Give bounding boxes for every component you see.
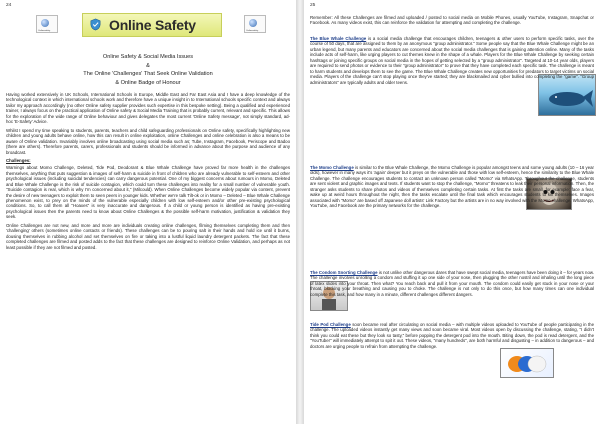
shield-icon	[89, 18, 102, 31]
logo-right-text: Onlinesafety	[246, 30, 259, 32]
page-number: 24	[6, 3, 12, 8]
globe-icon	[41, 19, 49, 27]
blue-whale-heading: The Blue Whale Challenge	[310, 36, 367, 41]
challenges-heading: Challenges:	[6, 158, 31, 164]
intro-paragraph: Having worked extensively in UK Schools, International Schools in Europe, Middle East and Far East Asia and I have a deep knowledge of the technological context in which international schools work and therefore have a unique insight in to International schools specific context and always tailor my approach accordingly (no other Online safety supplier provides such expertise in this bespoke setting). Being a qualified and experienced trainer, I always focus on the practical application of Online safety & Social Media Training that is probably current, relevant and specific. This allows for the exploration of the wide range of Online behaviour and gives delegates the most current 'Online Safety message', not simply standard, ad-hoc 'E-Safety' Advice.	[6, 92, 290, 125]
tide-pod-section	[310, 322, 594, 349]
globe-icon	[249, 19, 257, 27]
page-gutter	[296, 0, 304, 424]
left-body	[6, 92, 290, 253]
tide-pod-text: soon became real after circulating on social media – with multiple videos uploaded to YouTube of people participating in the challenge. The uploaded videos instantly get many views and soon became viral. Most videos open by discussing the challenge, stating, "I didn't think you could eat these but they look so tasty," before popping the detergent pod into the mouth. Biting down, the pod is read detergent, and the "YouTuber" will immediately attempt to spit it out. These videos, "many hundreds", are both harmful and disgusting – in addition to dangerous – and doctors are urging people to refrain from attempting the challenge.	[310, 322, 594, 349]
momo-text: is similar to the Blue Whale Challenge, the Momo Challenge is popular amongst teens and some young adults (10 – 16 year olds), however in many ways it's 'again' deeper but it preys on the vulnerable and those with low self-esteem, hence the similarity to the Blue Whale Challenge. The challenge encourages students to contact an unknown person called "Momo" via WhatsApp. Throughout the challenge, students are sent violent and graphic images and texts. If students want to stop the challenge, "Momo" threatens to leak their personal information. Then, the stranger asks students to share photos and videos of themselves completing certain tasks. At first the tasks are small, for example; face a fear, wake up at weird hours throughout the night, then the tasks escalate until the final task which encourages students to kill themselves. Images associated with "Momo" are based off Japanese doll artists' Link Factory but the artists are in no way involved with the Momo challenge. WhatsApp, YouTube, and Facebook are the primary networks for the challenge.	[310, 165, 594, 209]
tide-pod-heading: Tide Pod Challenge	[310, 322, 351, 327]
intro-paragraph: Remember: All these Challenges are filmed and uploaded / posted to social media on Mobile Phones, usually YouTube, Instagram, Snapchat or Facebook. As many videos exist, this can reinforce the validation for attempting and completing the challenge.	[310, 15, 594, 26]
momo-section	[310, 165, 594, 209]
challenges-paragraph: Warnings about Momo Challenge, Deleted, Tide Pod, Deodorant & Blue Whale Challenge have proved far more health in the challenges themselves, anything that puts suggestion & images of self-harm & suicide in front of children who are already vulnerable to self-esteem and other psychological issues (including suicidal tendencies) can carry dangerous potential. One of my biggest concerns about rumours in Momo, Deleted and Blue Whale Challenge is the risk of suicide contagion, which could turn these challenges into reality for a small number of vulnerable youth. "Suicide contagion is real, which is why I'm concerned about it," (Milcould). When Online Challenges become widely popular via content, prevent the desire of new teenagers to exploit them to seen peers in younger kids. Whether we're talk Tilt-ok or in Momo – Deleted – Blue Whale Challenge phenomenon exist, to prey on the minds of the vulnerable especially children with low self-esteem and/or other pre-existing psychological conditions. So, to call them all "Hoaxes" is very inaccurate and dangerous. If a child or young person is identified as having pre-existing psychological issues then the parents need to know about Online Challenges & the possible self-harm motivation, justification & validation they seek.	[6, 165, 290, 220]
right-intro	[310, 15, 594, 26]
tide-pod-image	[500, 348, 554, 378]
condom-text: is not unlike other dangerous dares that have swept social media, teenagers have been doing it – for years now. The challenge involves unrolling a condom and stuffing it up one side of your nose, then plugging the other nostril and inhaling until the long piece of latex slides into your throat. Then what? You reach back and pull it from your mouth. The condom could easily get stuck in your nose or your throat, blocking your breathing and causing you to choke. The challenge is not only to do this once, but how many times can one individual complete this task, and how many in a minute, different challenges different dangers.	[310, 270, 594, 297]
logo-left-text: Onlinesafety	[38, 30, 51, 32]
left-page	[0, 0, 296, 424]
title-line: Online Safety & Social Media Issues	[102, 54, 194, 60]
closing-paragraph: Online Challenges are not new, and more and more are individuals creating online challenges, filming themselves completing them and then 'challenging' others (sometimes online contacts or friends). These challenges can be to pouring salt in their hands and hold ice until it burns, dousing themselves in rubbing alcohol and set themselves on fire or taking into a lustful liquid laundry detergent packets. The fact that these completed challenges are filmed and posted adds to the fact that these challenges are designed to reinforce Online Validation, and perhaps as not least possible if they are not filmed and posted.	[6, 223, 290, 250]
right-page	[304, 0, 600, 424]
title-line: & Online Badge of Honour	[115, 79, 181, 86]
online-safety-banner	[82, 13, 222, 37]
blue-whale-section	[310, 36, 594, 85]
page-header	[36, 15, 266, 37]
page-titles	[10, 53, 286, 87]
logo-right	[244, 15, 266, 33]
title-line: &	[146, 62, 150, 69]
intro-paragraph-2: Whilst I spend my time speaking to students, parents, teachers and child safeguarding professionals on Online safety, specifically highlighting new children and young adults behave online, how this can result in online exploitation, online Challenges and online celebration is also a means to be aware of Online validation. Invariably involves online broadcasting using social media such as; Tube, Instagram, Facebook, Periscope and Badoo (there are others). Therefore parents, carers, professionals and students should be informed in advance about the purpose and audience of any broadcast.	[6, 127, 290, 155]
banner-title: Online Safety	[109, 17, 196, 33]
title-line: The Online 'Challenges' That Seek Online Validation	[83, 71, 213, 78]
detergent-pod-icon	[501, 349, 553, 377]
momo-heading: The Momo Challenge	[310, 165, 354, 170]
condom-heading: The Condom Snorting Challenge	[310, 270, 378, 275]
page-number: 25	[310, 3, 316, 8]
blue-whale-text: is a social media challenge that encourages children, teenagers & other users to perform specific tasks, over the course of 50 days, that are assigned to them by an anonymous "group administrator." Some people say that the Blue Whale Challenge might be an urban legend, but many parents and educators are concerned about the social media challenges that is gaining attention online. Many of the tasks include acts of self-harm, like urging players to cut themes knew in the shape of a whale. Players for the Blue Whale Challenge by seeking certain hashtags or joining specific groups on social media in the hopes of getting selected by a "group administrator". Targeted at 10-14 year olds, players are required to send photos or evidence to their "group administrator" to prove that they have completed each specific task. The challenge is meant to harm students and develops them to see the game. The Blue Whale Challenge creates new opportunities for predators to target victims on social media. Players of the challenge can't stop playing once they've started; they are blackmailed and cyber bullied into completing the "game". "Group administrators" are typically adults and older teens.	[310, 36, 594, 85]
logo-left	[36, 15, 58, 33]
condom-section	[310, 270, 594, 297]
